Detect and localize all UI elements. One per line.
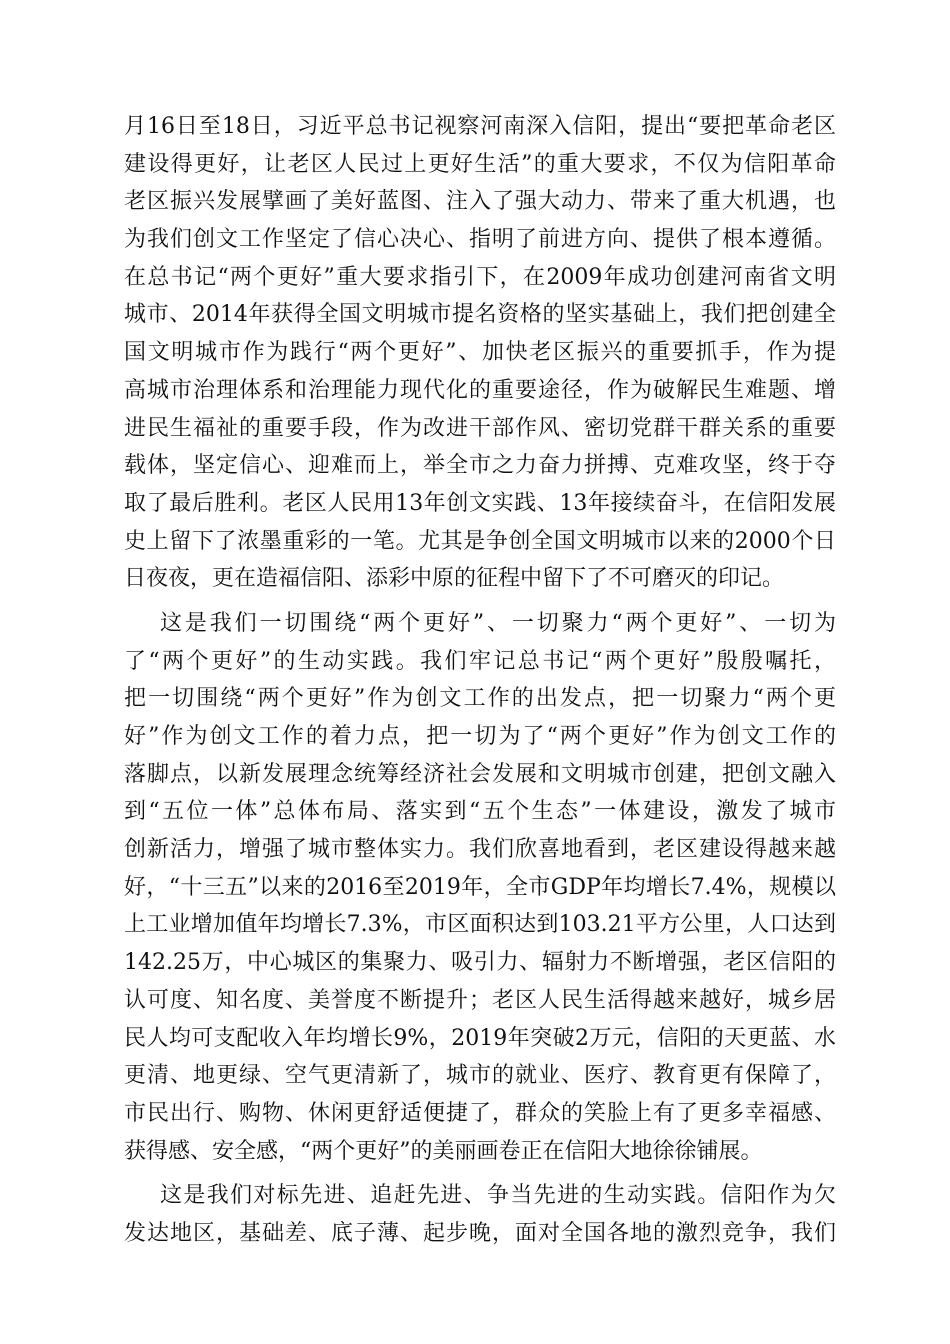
text-line: 把一切围绕“两个更好”作为创文工作的出发点，把一切聚力“两个更 bbox=[124, 686, 836, 712]
paragraph-1 bbox=[124, 108, 836, 598]
text-line: 更清、地更绿、空气更清新了，城市的就业、医疗、教育更有保障了， bbox=[124, 1063, 836, 1089]
text-line: 建设得更好，让老区人民过上更好生活”的重大要求，不仅为信阳革命 bbox=[124, 151, 836, 177]
text-line: 市民出行、购物、休闲更舒适便捷了，群众的笑脸上有了更多幸福感、 bbox=[124, 1100, 836, 1126]
text-line: 国文明城市作为践行“两个更好”、加快老区振兴的重要抓手，作为提 bbox=[124, 340, 836, 366]
text-line: 进民生福祉的重要手段，作为改进干部作风、密切党群干群关系的重要 bbox=[124, 415, 836, 441]
text-line: 好，“十三五”以来的2016至2019年，全市GDP年均增长7.4%，规模以 bbox=[124, 874, 836, 900]
text-line: 发达地区，基础差、底子薄、起步晚，面对全国各地的激烈竞争，我们 bbox=[124, 1220, 836, 1246]
text-line: 获得感、安全感，“两个更好”的美丽画卷正在信阳大地徐徐铺展。 bbox=[124, 1138, 763, 1164]
text-line: 到“五位一体”总体布局、落实到“五个生态”一体建设，激发了城市 bbox=[124, 799, 836, 825]
text-line: 月16日至18日，习近平总书记视察河南深入信阳，提出“要把革命老区 bbox=[124, 114, 836, 139]
text-line: 落脚点，以新发展理念统筹经济社会发展和文明城市创建，把创文融入 bbox=[124, 761, 836, 787]
text-line: 载体，坚定信心、迎难而上，举全市之力奋力拼搏、克难攻坚，终于夺 bbox=[124, 453, 836, 479]
paragraph-2 bbox=[124, 605, 836, 1170]
text-line: 142.25万，中心城区的集聚力、吸引力、辐射力不断增强，老区信阳的 bbox=[124, 950, 836, 976]
text-line: 创新活力，增强了城市整体实力。我们欣喜地看到，老区建设得越来越 bbox=[124, 837, 836, 863]
text-line: 了“两个更好”的生动实践。我们牢记总书记“两个更好”殷殷嘱托， bbox=[124, 648, 836, 674]
text-line: 民人均可支配收入年均增长9%，2019年突破2万元，信阳的天更蓝、水 bbox=[124, 1025, 836, 1051]
text-line: 取了最后胜利。老区人民用13年创文实践、13年接续奋斗，在信阳发展 bbox=[124, 490, 836, 516]
text-line: 在总书记“两个更好”重大要求指引下，在2009年成功创建河南省文明 bbox=[124, 264, 836, 290]
text-line: 老区振兴发展擘画了美好蓝图、注入了强大动力、带来了重大机遇，也 bbox=[124, 189, 836, 215]
text-line: 上工业增加值年均增长7.3%，市区面积达到103.21平方公里，人口达到 bbox=[124, 912, 836, 938]
text-line: 高城市治理体系和治理能力现代化的重要途径，作为破解民生难题、增 bbox=[124, 377, 836, 403]
text-line: 这是我们对标先进、追赶先进、争当先进的生动实践。信阳作为欠 bbox=[160, 1183, 836, 1209]
text-line: 为我们创文工作坚定了信心决心、指明了前进方向、提供了根本遵循。 bbox=[124, 227, 836, 253]
text-line: 好”作为创文工作的着力点，把一切为了“两个更好”作为创文工作的 bbox=[124, 724, 836, 749]
text-line: 日夜夜，更在造福信阳、添彩中原的征程中留下了不可磨灭的印记。 bbox=[124, 566, 785, 592]
text-line: 史上留下了浓墨重彩的一笔。尤其是争创全国文明城市以来的2000个日 bbox=[124, 528, 836, 554]
document-page bbox=[124, 108, 836, 1253]
text-line: 认可度、知名度、美誉度不断提升；老区人民生活得越来越好，城乡居 bbox=[124, 987, 836, 1013]
text-line: 这是我们一切围绕“两个更好”、一切聚力“两个更好”、一切为 bbox=[160, 610, 836, 636]
paragraph-3 bbox=[124, 1177, 836, 1252]
text-line: 城市、2014年获得全国文明城市提名资格的坚实基础上，我们把创建全 bbox=[124, 302, 836, 328]
